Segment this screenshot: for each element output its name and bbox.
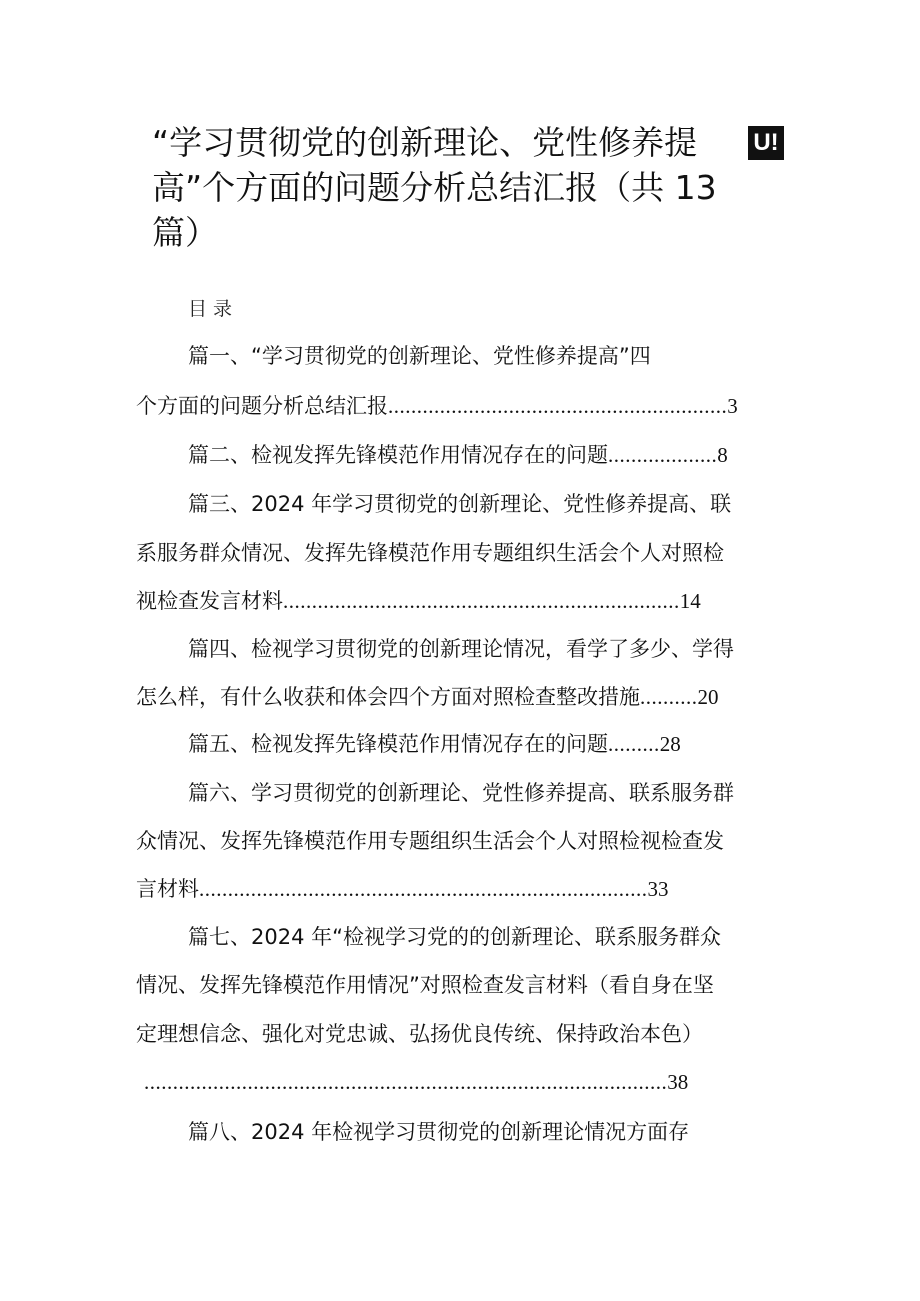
title-line-2: 高”个方面的问题分析总结汇报（共 13 bbox=[152, 168, 717, 207]
toc-page-number: 14 bbox=[679, 589, 701, 613]
toc-leader-dots: ........................................................... bbox=[388, 394, 728, 418]
toc-entry-text: 怎么样，有什么收获和体会四个方面对照检查整改措施 bbox=[136, 685, 640, 709]
toc-leader-dots: ........................................................................................... bbox=[144, 1070, 668, 1094]
toc-entry-text: 众情况、发挥先锋模范作用专题组织生活会个人对照检视检查发 bbox=[136, 829, 724, 853]
toc-entry-text: 篇五、检视发挥先锋模范作用情况存在的问题 bbox=[188, 732, 608, 756]
document-title bbox=[152, 120, 732, 255]
toc-entry-text: 篇二、检视发挥先锋模范作用情况存在的问题 bbox=[188, 443, 608, 467]
toc-entry-text: 定理想信念、强化对党忠诚、弘扬优良传统、保持政治本色） bbox=[136, 1022, 703, 1046]
toc-entry-text: 篇六、学习贯彻党的创新理论、党性修养提高、联系服务群 bbox=[188, 781, 734, 805]
toc-entry-last-line bbox=[188, 440, 728, 470]
toc-entry-text: 篇一、“学习贯彻党的创新理论、党性修养提高”四 bbox=[188, 344, 651, 368]
toc-page-number: 8 bbox=[717, 443, 728, 467]
toc-entry-last-line bbox=[188, 729, 681, 759]
toc-entry-last-line bbox=[144, 1067, 688, 1097]
title-line-1: “学习贯彻党的创新理论、党性修养提 bbox=[152, 123, 698, 162]
toc-entry-text: 篇七、2024 年“检视学习党的的创新理论、联系服务群众 bbox=[188, 925, 721, 949]
toc-entry-last-line bbox=[136, 682, 719, 712]
toc-entry-last-line bbox=[136, 391, 738, 421]
toc-entry-text: 视检查发言材料 bbox=[136, 589, 283, 613]
title-line-3: 篇） bbox=[152, 213, 218, 252]
toc-entry-text: 言材料 bbox=[136, 877, 199, 901]
toc-entry-text: 情况、发挥先锋模范作用情况”对照检查发言材料（看自身在坚 bbox=[136, 973, 714, 997]
toc-page-number: 33 bbox=[647, 877, 669, 901]
toc-leader-dots: ................... bbox=[608, 443, 718, 467]
toc-entry-text: 篇三、2024 年学习贯彻党的创新理论、党性修养提高、联 bbox=[188, 492, 732, 516]
toc-leader-dots: .......... bbox=[640, 685, 698, 709]
toc-entry-text: 篇八、2024 年检视学习贯彻党的创新理论情况方面存 bbox=[188, 1120, 690, 1144]
toc-entry-text: 篇四、检视学习贯彻党的创新理论情况，看学了多少、学得 bbox=[188, 637, 734, 661]
toc-entry-last-line bbox=[136, 874, 669, 904]
toc-heading: 目录 bbox=[188, 298, 239, 320]
toc-leader-dots: ..................................................................... bbox=[283, 589, 680, 613]
toc-entry-last-line bbox=[136, 586, 701, 616]
toc-leader-dots: ......... bbox=[608, 732, 660, 756]
toc-leader-dots: .............................................................................. bbox=[199, 877, 648, 901]
toc-page-number: 28 bbox=[659, 732, 681, 756]
logo-badge: U! bbox=[748, 126, 784, 160]
toc-page-number: 20 bbox=[697, 685, 719, 709]
toc-entry-text: 系服务群众情况、发挥先锋模范作用专题组织生活会个人对照检 bbox=[136, 541, 724, 565]
toc-page-number: 3 bbox=[727, 394, 738, 418]
toc-entry-text: 个方面的问题分析总结汇报 bbox=[136, 394, 388, 418]
toc-page-number: 38 bbox=[667, 1070, 689, 1094]
